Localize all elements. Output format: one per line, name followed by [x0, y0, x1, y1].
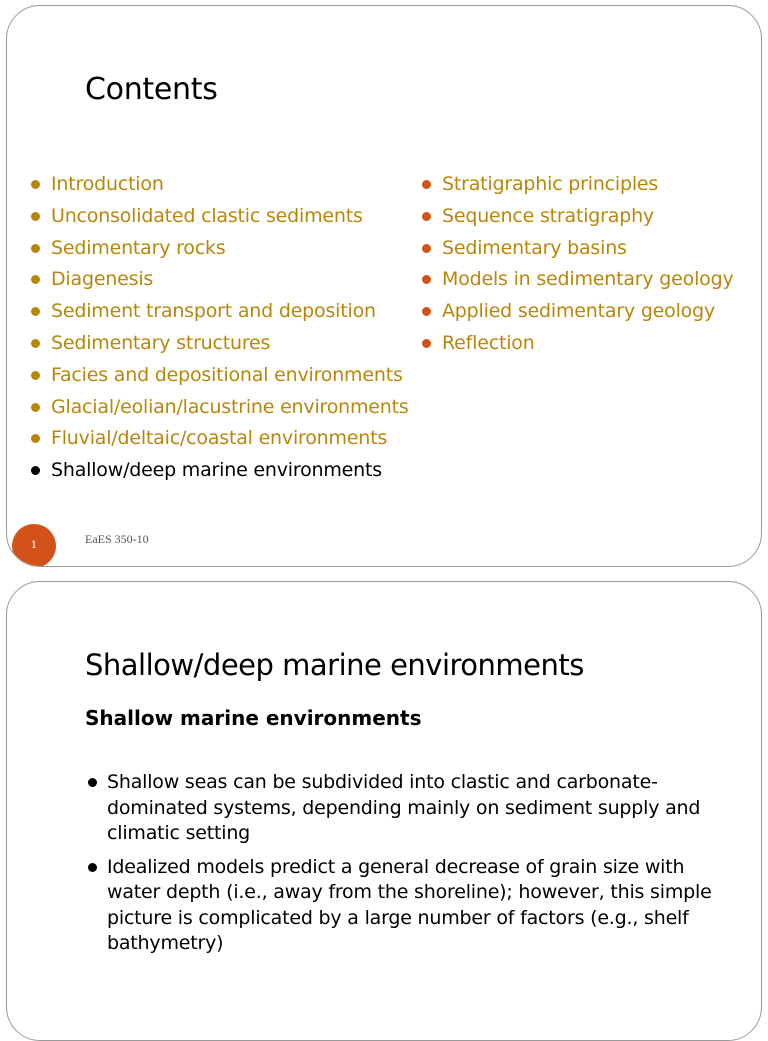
bullet-icon	[31, 434, 40, 443]
bullet-list	[87, 770, 727, 965]
list-item-text: Idealized models predict a general decrease of grain size with water depth (i.e., away from the shoreline); however, this simple picture is complicated by a large number of factors (e.g., shelf bathymetry)	[107, 855, 712, 954]
toc-item[interactable]	[418, 299, 733, 331]
slide-title: Contents	[85, 72, 218, 107]
bullet-icon	[31, 371, 40, 380]
toc-item-label: Sequence stratigraphy	[442, 204, 654, 227]
toc-item-label: Reflection	[442, 331, 535, 354]
toc-item-label: Introduction	[51, 173, 164, 195]
toc-item[interactable]	[27, 299, 409, 331]
toc-item[interactable]	[27, 172, 409, 204]
toc-item[interactable]	[418, 236, 733, 268]
bullet-icon	[31, 180, 40, 189]
toc-item-current[interactable]	[27, 458, 409, 490]
toc-item[interactable]	[418, 172, 733, 204]
toc-left-column	[27, 172, 409, 490]
bullet-icon	[31, 244, 40, 253]
bullet-icon	[422, 212, 431, 221]
toc-item-label: Models in sedimentary geology	[442, 268, 734, 291]
toc-item-label: Unconsolidated clastic sediments	[51, 204, 363, 227]
bullet-icon	[31, 307, 40, 316]
toc-item-label: Sediment transport and deposition	[51, 300, 376, 323]
slide-title: Shallow/deep marine environments	[85, 648, 584, 682]
toc-item[interactable]	[27, 331, 409, 363]
bullet-icon	[31, 212, 40, 221]
bullet-icon	[31, 403, 40, 412]
bullet-icon	[422, 180, 431, 189]
bullet-icon	[422, 275, 431, 284]
toc-item[interactable]	[418, 204, 733, 236]
bullet-icon	[422, 339, 431, 348]
page-number-badge: 1	[12, 524, 56, 567]
toc-item-label: Shallow/deep marine environments	[51, 459, 382, 482]
bullet-icon	[31, 339, 40, 348]
marine-environments-slide	[6, 581, 762, 1041]
list-item	[87, 855, 727, 957]
toc-item-label: Glacial/eolian/lacustrine environments	[51, 395, 409, 418]
toc-item[interactable]	[27, 204, 409, 236]
toc-item[interactable]	[418, 331, 733, 363]
slide-footer: EaES 350-10	[85, 532, 149, 546]
slide-subheading: Shallow marine environments	[85, 706, 422, 730]
toc-right-column	[418, 172, 733, 363]
toc-item-label: Applied sedimentary geology	[442, 300, 716, 323]
bullet-icon	[31, 466, 40, 475]
toc-item-label: Sedimentary basins	[442, 236, 627, 259]
list-item-text: Shallow seas can be subdivided into clastic and carbonate-dominated systems, depending mainly on sediment supply and climatic setting	[107, 771, 701, 844]
bullet-icon	[422, 307, 431, 316]
bullet-icon	[88, 778, 97, 787]
toc-item-label: Facies and depositional environments	[51, 363, 403, 386]
toc-item-label: Fluvial/deltaic/coastal environments	[51, 427, 388, 450]
toc-item[interactable]	[27, 426, 409, 458]
contents-slide	[6, 5, 762, 567]
toc-item[interactable]	[418, 267, 733, 299]
toc-item[interactable]	[27, 395, 409, 427]
toc-item[interactable]	[27, 267, 409, 299]
bullet-icon	[31, 275, 40, 284]
toc-item-label: Diagenesis	[51, 268, 154, 291]
bullet-icon	[88, 863, 97, 872]
bullet-icon	[422, 244, 431, 253]
toc-item-label: Stratigraphic principles	[442, 173, 659, 195]
list-item	[87, 770, 727, 847]
toc-item[interactable]	[27, 363, 409, 395]
toc-item-label: Sedimentary rocks	[51, 236, 226, 259]
toc-item[interactable]	[27, 236, 409, 268]
toc-item-label: Sedimentary structures	[51, 331, 271, 354]
